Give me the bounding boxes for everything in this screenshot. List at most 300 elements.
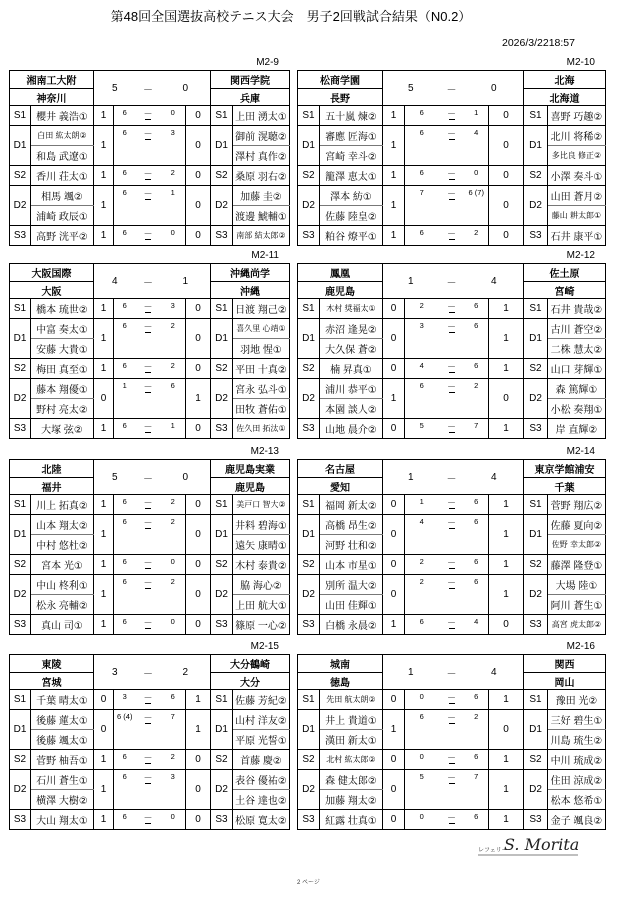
right-team-score: 4 [465, 460, 524, 495]
match-row [10, 615, 290, 635]
right-row-label: S1 [524, 690, 548, 710]
right-game-score: 0 [161, 615, 186, 635]
right-player-name: 篠原 一心② [233, 615, 290, 635]
game-separator: － [439, 226, 465, 246]
score-separator: － [439, 264, 465, 299]
match-block [297, 56, 605, 246]
right-game-score: 6 [465, 810, 489, 830]
right-game-score: 7 [465, 770, 489, 810]
game-separator: － [439, 495, 465, 515]
right-row-label: D2 [524, 186, 548, 226]
row-label: S1 [298, 299, 320, 319]
right-row-label: S2 [211, 555, 233, 575]
row-label: D1 [298, 710, 320, 750]
left-player-name: 藤本 翔優① [31, 379, 94, 399]
left-game-score: 6 [405, 379, 439, 419]
left-game-score: 1 [405, 495, 439, 515]
right-win-mark: 1 [489, 810, 524, 830]
left-game-score: 5 [405, 419, 439, 439]
match-row [10, 226, 290, 246]
right-win-mark: 1 [489, 575, 524, 615]
right-row-label: S2 [524, 359, 548, 379]
right-game-score: 6 [465, 319, 489, 359]
right-win-mark: 0 [489, 226, 524, 246]
left-team-score: 5 [383, 71, 439, 106]
left-game-score: 6 [405, 126, 439, 166]
right-team-prefecture: 北海道 [524, 89, 606, 106]
game-separator: － [439, 359, 465, 379]
match-table-body [298, 71, 606, 246]
match-row [298, 359, 606, 379]
left-win-mark: 1 [94, 126, 114, 166]
left-player-name: 松永 亮輔② [31, 595, 94, 615]
row-label: D1 [10, 319, 31, 359]
left-win-mark: 1 [94, 166, 114, 186]
right-row-label: S1 [211, 495, 233, 515]
game-separator: － [136, 770, 161, 810]
game-separator: － [136, 319, 161, 359]
game-separator: － [136, 810, 161, 830]
score-separator: － [136, 71, 161, 106]
referee-label: レフェリー [478, 848, 508, 854]
right-player-name: 藤澤 隆登① [548, 555, 606, 575]
left-win-mark: 1 [94, 770, 114, 810]
right-game-score: 3 [161, 299, 186, 319]
right-player-name: 住田 涼成② [548, 770, 606, 790]
right-team-name: 佐土原 [524, 264, 606, 282]
right-player-name: 喜久里 心靖① [233, 319, 290, 339]
left-win-mark: 1 [94, 106, 114, 126]
left-win-mark: 1 [94, 575, 114, 615]
right-row-label: D2 [211, 770, 233, 810]
match-row [298, 126, 606, 146]
right-player-name: 中川 琉成② [548, 750, 606, 770]
team-header-row [10, 264, 290, 282]
right-row-label: D2 [211, 575, 233, 615]
right-row-label: S2 [211, 359, 233, 379]
right-player-name: 石井 康平① [548, 226, 606, 246]
game-separator: － [439, 555, 465, 575]
right-player-name: 豫田 光② [548, 690, 606, 710]
score-separator: － [136, 655, 161, 690]
left-win-mark: 1 [383, 166, 405, 186]
left-win-mark: 1 [94, 515, 114, 555]
match-row [298, 419, 606, 439]
right-win-mark: 0 [186, 359, 211, 379]
right-row-label: D1 [524, 515, 548, 555]
match-table-body [10, 655, 290, 830]
match-block [9, 56, 289, 246]
right-player-name: 金子 颯良② [548, 810, 606, 830]
left-player-name: 別所 温大② [320, 575, 383, 595]
left-player-name: 後藤 蓮太① [31, 710, 94, 730]
left-game-score: 6 [114, 770, 136, 810]
match-row [10, 690, 290, 710]
right-team-score: 2 [161, 655, 211, 690]
match-table-body [10, 71, 290, 246]
right-game-score: 1 [161, 186, 186, 226]
game-separator: － [136, 615, 161, 635]
left-player-name: 山地 晨介② [320, 419, 383, 439]
left-game-score: 6 [405, 226, 439, 246]
right-row-label: S3 [211, 419, 233, 439]
match-block [9, 249, 289, 439]
right-game-score: 6 [161, 379, 186, 419]
game-separator: － [439, 710, 465, 750]
row-label: D2 [10, 186, 31, 226]
left-team-prefecture: 鹿児島 [298, 282, 383, 299]
left-player-name: 白田 紘太朗② [31, 126, 94, 146]
left-player-name: 中富 奏太① [31, 319, 94, 339]
match-row [298, 710, 606, 730]
left-player-name: 横澤 大樹② [31, 790, 94, 810]
left-win-mark: 1 [94, 750, 114, 770]
match-table [297, 654, 606, 830]
right-row-label: S3 [524, 419, 548, 439]
right-team-score: 4 [465, 655, 524, 690]
right-team-prefecture: 岡山 [524, 673, 606, 690]
game-separator: － [136, 226, 161, 246]
row-label: S1 [10, 690, 31, 710]
right-game-score: 6 [465, 299, 489, 319]
game-separator: － [439, 575, 465, 615]
right-player-name: 佐久田 拓汰① [233, 419, 290, 439]
match-id-label: M2-12 [566, 250, 595, 261]
right-game-score: 6 [465, 495, 489, 515]
left-team-name: 鳳凰 [298, 264, 383, 282]
right-row-label: S1 [524, 299, 548, 319]
right-row-label: D1 [211, 319, 233, 359]
left-player-name: 浦川 恭平① [320, 379, 383, 399]
row-label: D2 [298, 379, 320, 419]
left-player-name: 梅田 真至① [31, 359, 94, 379]
team-header-row [298, 460, 606, 478]
left-game-score: 2 [405, 299, 439, 319]
row-label: D1 [298, 126, 320, 166]
right-team-prefecture: 大分 [211, 673, 290, 690]
game-separator: － [439, 810, 465, 830]
left-player-name: 本園 談人② [320, 399, 383, 419]
referee-signature [472, 828, 582, 858]
game-separator: － [439, 126, 465, 166]
row-label: S2 [10, 359, 31, 379]
left-win-mark: 1 [94, 319, 114, 359]
match-row [298, 186, 606, 206]
left-player-name: 籠澤 恵太① [320, 166, 383, 186]
right-win-mark: 0 [186, 555, 211, 575]
left-game-score: 6 [114, 575, 136, 615]
match-row [10, 166, 290, 186]
right-row-label: S3 [211, 615, 233, 635]
right-player-name: 松本 悠希① [550, 796, 603, 807]
left-team-prefecture: 徳島 [298, 673, 383, 690]
game-separator: － [439, 166, 465, 186]
right-game-score: 6 [465, 359, 489, 379]
row-label: D2 [10, 379, 31, 419]
left-player-name: 高橋 昂生② [320, 515, 383, 535]
right-row-label: D2 [524, 770, 548, 810]
right-game-score: 0 [161, 226, 186, 246]
match-row [298, 515, 606, 535]
right-game-score: 6 [465, 575, 489, 615]
left-win-mark: 1 [94, 226, 114, 246]
left-win-mark: 1 [94, 615, 114, 635]
score-separator: － [439, 71, 465, 106]
left-player-name: 千葉 晴太① [31, 690, 94, 710]
right-win-mark: 1 [489, 359, 524, 379]
left-game-score: 3 [405, 319, 439, 359]
right-player-name: 森 篤輝① [548, 379, 606, 399]
match-table [297, 263, 606, 439]
right-row-label: D2 [211, 186, 233, 226]
right-team-name: 関西学院 [211, 71, 290, 89]
right-player-name: 美戸口 智大② [233, 495, 290, 515]
match-table [297, 70, 606, 246]
left-team-score: 1 [383, 460, 439, 495]
right-player-name: 平原 光誓① [235, 736, 287, 747]
team-header-row [298, 71, 606, 89]
row-label: S3 [10, 419, 31, 439]
row-label: D1 [298, 319, 320, 359]
right-player-name: 桑原 羽右② [233, 166, 290, 186]
right-row-label: D1 [211, 710, 233, 750]
row-label: S3 [298, 226, 320, 246]
row-label: D1 [10, 710, 31, 750]
right-row-label: D2 [524, 575, 548, 615]
right-row-label: D2 [524, 379, 548, 419]
left-team-score: 4 [94, 264, 136, 299]
right-team-score: 0 [465, 71, 524, 106]
right-row-label: S1 [211, 106, 233, 126]
right-row-label: S2 [524, 555, 548, 575]
match-row [298, 319, 606, 339]
right-player-name: 小松 奏翔① [550, 405, 603, 416]
left-team-score: 3 [94, 655, 136, 690]
right-team-name: 大分鶴崎 [211, 655, 290, 673]
match-row [10, 126, 290, 146]
right-win-mark: 1 [489, 690, 524, 710]
match-block [9, 445, 289, 635]
signature-text: S. Morita [504, 835, 580, 854]
right-player-name: 阿川 蒼生① [550, 601, 603, 612]
game-separator: － [136, 299, 161, 319]
right-win-mark: 0 [186, 575, 211, 615]
left-team-name: 東陵 [10, 655, 94, 673]
right-win-mark: 1 [186, 379, 211, 419]
right-win-mark: 0 [489, 615, 524, 635]
left-game-score: 6 [114, 319, 136, 359]
right-team-name: 鹿児島実業 [211, 460, 290, 478]
right-game-score: 0 [161, 810, 186, 830]
game-separator: － [439, 319, 465, 359]
right-player-name: 加藤 圭② [233, 186, 290, 206]
team-header-row [298, 264, 606, 282]
left-win-mark: 0 [383, 515, 405, 555]
left-game-score: 6 [114, 106, 136, 126]
match-row [298, 495, 606, 515]
left-team-score: 1 [383, 264, 439, 299]
right-row-label: S2 [211, 166, 233, 186]
match-id-label: M2-9 [256, 57, 279, 68]
row-label: D2 [10, 575, 31, 615]
match-row [10, 575, 290, 595]
game-separator: － [136, 359, 161, 379]
team-header-row [298, 655, 606, 673]
left-game-score: 0 [405, 690, 439, 710]
right-player-name: 羽地 惺① [240, 345, 282, 356]
right-player-name: 山村 洋友② [233, 710, 290, 730]
left-team-prefecture: 大阪 [10, 282, 94, 299]
right-game-score: 2 [161, 495, 186, 515]
row-label: S2 [10, 166, 31, 186]
right-game-score: 2 [161, 359, 186, 379]
match-row [10, 515, 290, 535]
left-player-name: 安藤 大貴① [31, 339, 94, 359]
right-game-score: 7 [465, 419, 489, 439]
row-label: S3 [298, 615, 320, 635]
right-win-mark: 0 [186, 419, 211, 439]
left-player-name: 粕谷 燎平① [320, 226, 383, 246]
row-label: D1 [298, 515, 320, 555]
left-win-mark: 0 [383, 419, 405, 439]
left-player-name: 赤沼 逢晃② [320, 319, 383, 339]
right-game-score: 6 (7) [465, 186, 489, 226]
match-block [9, 640, 289, 830]
game-separator: － [136, 106, 161, 126]
game-separator: － [136, 710, 161, 750]
left-team-name: 城南 [298, 655, 383, 673]
right-game-score: 2 [161, 575, 186, 615]
right-row-label: S2 [211, 750, 233, 770]
left-team-score: 5 [94, 460, 136, 495]
right-player-name: 川島 琉生② [550, 736, 603, 747]
right-player-name: 三好 碧生① [548, 710, 606, 730]
match-id-label: M2-10 [566, 57, 595, 68]
right-player-name: 木村 泰貴② [233, 555, 290, 575]
match-id-label: M2-16 [566, 641, 595, 652]
match-row [10, 186, 290, 206]
left-game-score: 6 [114, 126, 136, 166]
left-team-name: 大阪国際 [10, 264, 94, 282]
right-player-name: 石井 貴哉② [548, 299, 606, 319]
left-win-mark: 0 [94, 690, 114, 710]
right-row-label: S1 [211, 299, 233, 319]
left-game-score: 6 (4) [114, 710, 136, 750]
left-game-score: 6 [114, 555, 136, 575]
right-row-label: S1 [524, 106, 548, 126]
left-game-score: 2 [405, 575, 439, 615]
left-player-name: 井上 貴道① [320, 710, 383, 730]
right-player-name: 井料 碧海① [233, 515, 290, 535]
left-game-score: 6 [114, 166, 136, 186]
right-game-score: 6 [465, 555, 489, 575]
left-win-mark: 1 [94, 419, 114, 439]
left-player-name: 澤本 紡① [320, 186, 383, 206]
right-game-score: 2 [465, 226, 489, 246]
game-separator: － [136, 515, 161, 555]
row-label: D2 [10, 770, 31, 810]
right-row-label: S1 [524, 495, 548, 515]
match-row [10, 106, 290, 126]
game-separator: － [439, 690, 465, 710]
right-game-score: 1 [465, 106, 489, 126]
right-win-mark: 1 [186, 690, 211, 710]
match-row [298, 106, 606, 126]
right-win-mark: 0 [186, 299, 211, 319]
right-team-name: 東京学館浦安 [524, 460, 606, 478]
left-win-mark: 0 [383, 555, 405, 575]
left-win-mark: 0 [94, 379, 114, 419]
row-label: S2 [10, 750, 31, 770]
match-table-body [298, 460, 606, 635]
right-row-label: D1 [524, 319, 548, 359]
match-row [298, 750, 606, 770]
right-win-mark: 0 [489, 166, 524, 186]
match-block [297, 445, 605, 635]
row-label: D1 [10, 126, 31, 166]
game-separator: － [136, 379, 161, 419]
right-player-name: 上田 湧太① [233, 106, 290, 126]
left-game-score: 6 [405, 710, 439, 750]
left-player-name: 川上 拓真② [31, 495, 94, 515]
left-game-score: 6 [114, 810, 136, 830]
right-game-score: 6 [465, 750, 489, 770]
left-player-name: 大山 翔太① [31, 810, 94, 830]
row-label: S1 [298, 690, 320, 710]
match-table [9, 459, 290, 635]
left-win-mark: 0 [383, 495, 405, 515]
right-row-label: S1 [211, 690, 233, 710]
right-team-prefecture: 千葉 [524, 478, 606, 495]
row-label: S2 [10, 555, 31, 575]
left-team-name: 松商学園 [298, 71, 383, 89]
right-row-label: S3 [524, 615, 548, 635]
left-player-name: 木村 奨福太① [320, 299, 383, 319]
row-label: S2 [298, 555, 320, 575]
left-player-name: 中村 悠杜② [31, 535, 94, 555]
right-game-score: 2 [465, 379, 489, 419]
right-player-name: 日渡 翔己② [233, 299, 290, 319]
left-game-score: 3 [114, 690, 136, 710]
right-player-name: 小澤 奏斗① [548, 166, 606, 186]
right-player-name: 二株 慧太② [550, 345, 603, 356]
right-game-score: 3 [161, 770, 186, 810]
right-win-mark: 0 [186, 495, 211, 515]
row-label: S3 [298, 810, 320, 830]
left-game-score: 1 [114, 379, 136, 419]
row-label: S2 [298, 359, 320, 379]
match-row [10, 810, 290, 830]
right-player-name: 岸 直輝② [548, 419, 606, 439]
right-player-name: 高宮 虎太郎② [548, 615, 606, 635]
left-team-prefecture: 福井 [10, 478, 94, 495]
right-win-mark: 1 [489, 319, 524, 359]
score-separator: － [439, 655, 465, 690]
row-label: S3 [298, 419, 320, 439]
left-game-score: 6 [114, 299, 136, 319]
right-game-score: 6 [161, 690, 186, 710]
right-team-name: 関西 [524, 655, 606, 673]
score-separator: － [136, 460, 161, 495]
right-team-score: 0 [161, 71, 211, 106]
right-win-mark: 0 [186, 106, 211, 126]
right-win-mark: 1 [489, 515, 524, 555]
game-separator: － [136, 186, 161, 226]
right-row-label: D2 [211, 379, 233, 419]
right-team-name: 北海 [524, 71, 606, 89]
left-player-name: 浦崎 政辰① [31, 206, 94, 226]
left-player-name: 加藤 翔太② [320, 790, 383, 810]
